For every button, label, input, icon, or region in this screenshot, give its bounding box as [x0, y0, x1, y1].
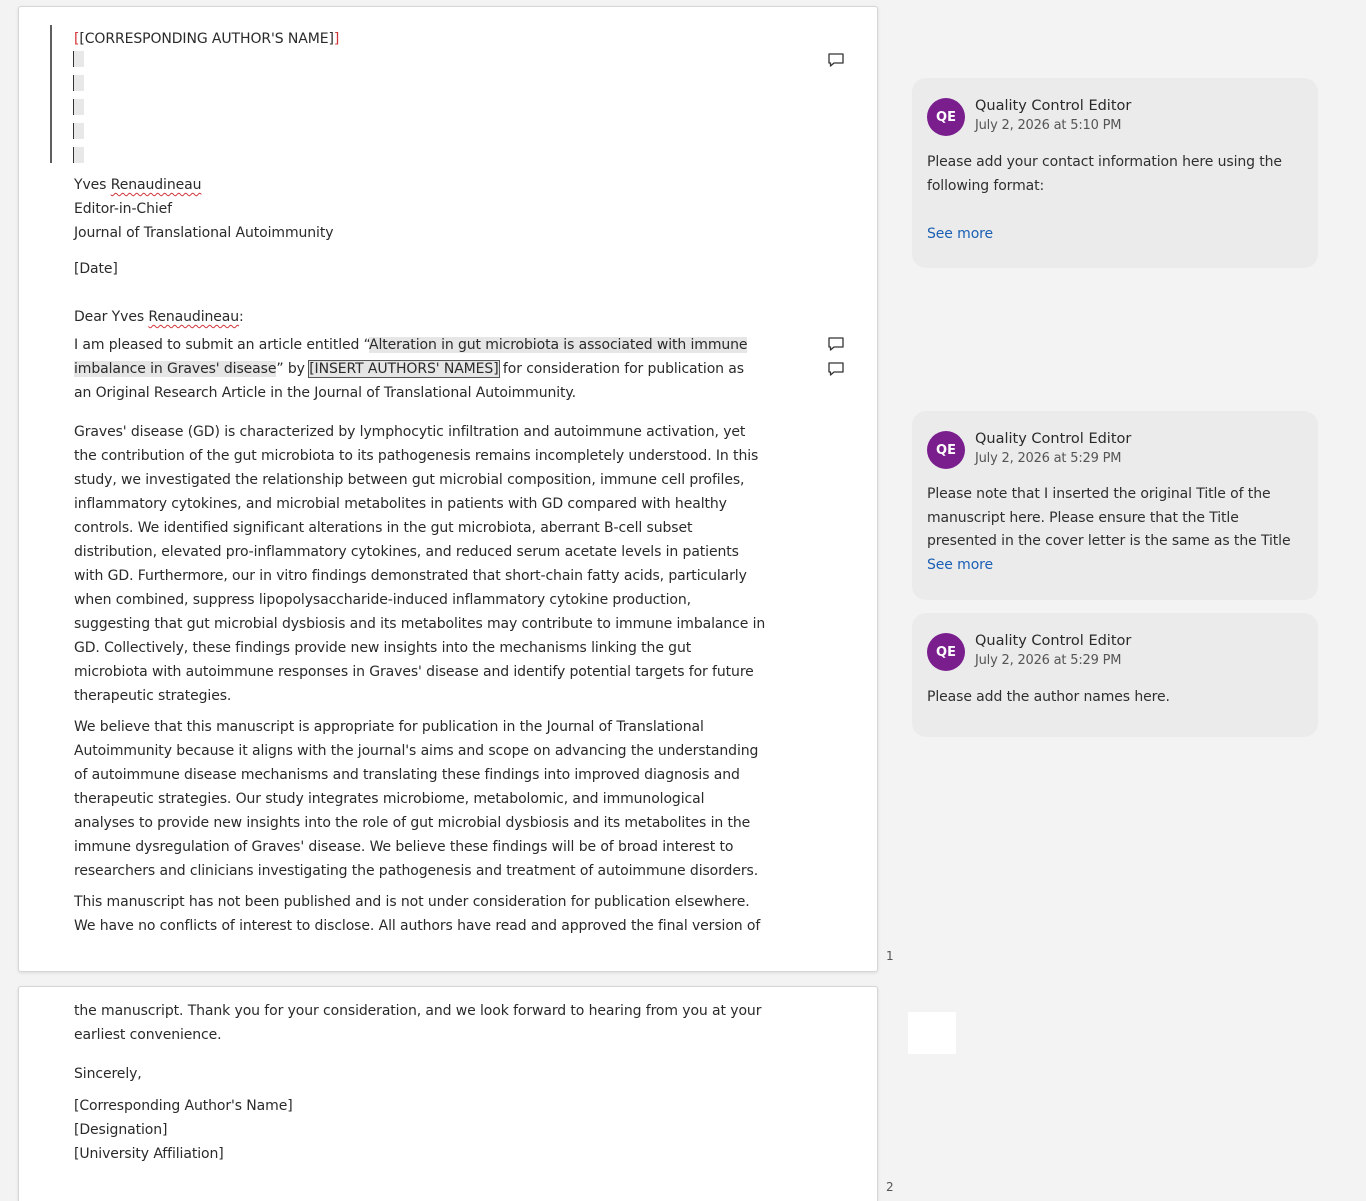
comment-body: [927, 483, 1302, 577]
salutation-prefix: Dear Yves: [74, 309, 145, 325]
intro-line2-tail: for consideration for publication as: [498, 361, 744, 377]
avatar: QE: [927, 633, 965, 671]
comment-timestamp: July 2, 2026 at 5:29 PM: [975, 451, 1122, 466]
summary-line: Graves' disease (GD) is characterized by lymphocytic infiltration and autoimmune activation, yet: [74, 424, 746, 440]
signature-affiliation-placeholder: [University Affiliation]: [74, 1146, 224, 1162]
recipient-journal: Journal of Translational Autoimmunity: [74, 225, 334, 241]
comment-icon[interactable]: [827, 361, 845, 377]
summary-line: distribution, elevated pro-inflammatory cytokines, and reduced serum acetate levels in patients: [74, 544, 739, 560]
comment-author: Quality Control Editor: [975, 98, 1132, 114]
comment-author: Quality Control Editor: [975, 633, 1132, 649]
manuscript-title-highlight-cont[interactable]: imbalance in Graves' disease: [74, 361, 277, 377]
continuation-line: earliest convenience.: [74, 1027, 222, 1043]
see-more-link[interactable]: See more: [927, 556, 994, 573]
fit-line: therapeutic strategies. Our study integrates microbiome, metabolomic, and immunological: [74, 791, 705, 807]
manuscript-title-highlight[interactable]: Alteration in gut microbiota is associated with immune: [369, 337, 748, 353]
comment-card[interactable]: [912, 78, 1318, 268]
declaration-paragraph[interactable]: [74, 890, 814, 938]
declaration-line: We have no conflicts of interest to disclose. All authors have read and approved the final version of: [74, 918, 761, 934]
comment-author: Quality Control Editor: [975, 431, 1132, 447]
fit-line: Autoimmunity because it aligns with the journal's aims and scope on advancing the understanding: [74, 743, 759, 759]
page-number-2: 2: [886, 1180, 894, 1194]
avatar: QE: [927, 431, 965, 469]
date-placeholder[interactable]: [Date]: [74, 261, 118, 277]
fit-line: immune dysregulation of Graves' disease. We believe these findings will be of broad interest to: [74, 839, 734, 855]
signature-block[interactable]: [74, 1094, 814, 1166]
author-name-placeholder-text: [CORRESPONDING AUTHOR'S NAME]: [79, 31, 334, 47]
author-name-placeholder[interactable]: [[CORRESPONDING AUTHOR'S NAME]]: [74, 31, 340, 47]
comment-icon[interactable]: [827, 336, 845, 352]
empty-contact-lines[interactable]: [73, 51, 87, 163]
summary-line: inflammatory cytokines, and microbial metabolites in patients with GD compared with healthy: [74, 496, 727, 512]
comment-body-line: Please add the author names here.: [927, 689, 1170, 705]
recipient-title: Editor-in-Chief: [74, 201, 172, 217]
summary-line: with GD. Furthermore, our in vitro findings demonstrated that short-chain fatty acids, particularly: [74, 568, 747, 584]
comment-card[interactable]: [912, 613, 1318, 737]
closing[interactable]: Sincerely,: [74, 1066, 142, 1082]
author-names-placeholder[interactable]: [INSERT AUTHORS' NAMES]: [309, 361, 499, 377]
intro-by-text: ” by: [276, 361, 310, 377]
comment-body-line: following format:: [927, 178, 1045, 194]
intro-line3: an Original Research Article in the Journal of Translational Autoimmunity.: [74, 385, 576, 401]
intro-line1-text: I am pleased to submit an article entitled “: [74, 337, 369, 353]
fit-line: analyses to provide new insights into the role of gut microbial dysbiosis and its metabolites in the: [74, 815, 751, 831]
comment-timestamp: July 2, 2026 at 5:29 PM: [975, 653, 1122, 668]
summary-line: when combined, suppress lipopolysaccharide-induced inflammatory cytokine production,: [74, 592, 691, 608]
recipient-last-name[interactable]: Renaudineau: [110, 177, 202, 193]
comment-timestamp: July 2, 2026 at 5:10 PM: [975, 118, 1122, 133]
blank-panel: [908, 1012, 956, 1054]
document-page-1[interactable]: [18, 6, 878, 972]
declaration-line: This manuscript has not been published and is not under consideration for publication elsewhere.: [74, 894, 750, 910]
comment-icon[interactable]: [827, 52, 845, 68]
comment-body-line: Please note that I inserted the original Title of the: [927, 486, 1271, 502]
continuation-line: the manuscript. Thank you for your consideration, and we look forward to hearing from you at your: [74, 1003, 762, 1019]
summary-line: study, we investigated the relationship between gut microbial composition, immune cell profiles,: [74, 472, 745, 488]
document-page-2[interactable]: [18, 986, 878, 1201]
summary-line: microbiota with autoimmune responses in Graves' disease and identify potential targets for future: [74, 664, 754, 680]
salutation: [74, 305, 814, 329]
tracked-change-bar: [50, 25, 52, 163]
signature-designation-placeholder: [Designation]: [74, 1122, 168, 1138]
summary-line: suggesting that gut microbial dysbiosis and its metabolites may contribute to immune imbalance in: [74, 616, 766, 632]
avatar: QE: [927, 98, 965, 136]
fit-line: researchers and clinicians investigating the pathogenesis and treatment of autoimmune disorders.: [74, 863, 759, 879]
fit-line: of autoimmune disease mechanisms and translating these findings into improved diagnosis and: [74, 767, 740, 783]
summary-line: the contribution of the gut microbiota to its pathogenesis remains incompletely understood. In this: [74, 448, 759, 464]
comment-body-line: Please add your contact information here using the: [927, 154, 1282, 170]
intro-paragraph[interactable]: [74, 333, 814, 405]
fit-paragraph[interactable]: [74, 715, 814, 883]
fit-line: We believe that this manuscript is appropriate for publication in the Journal of Translational: [74, 719, 704, 735]
see-more-link[interactable]: See more: [927, 226, 994, 242]
summary-line: controls. We identified significant alterations in the gut microbiota, aberrant B-cell subset: [74, 520, 693, 536]
signature-name-placeholder: [Corresponding Author's Name]: [74, 1098, 293, 1114]
salutation-surname[interactable]: Renaudineau: [148, 309, 240, 325]
summary-line: GD. Collectively, these findings provide new insights into the mechanisms linking the gut: [74, 640, 692, 656]
comment-body: [927, 685, 1302, 709]
recipient-block: [74, 173, 814, 245]
comment-body-line: manuscript here. Please ensure that the Title: [927, 509, 1239, 526]
page-number-1: 1: [886, 949, 894, 963]
continuation-paragraph[interactable]: [74, 999, 814, 1047]
salutation-suffix: :: [239, 309, 244, 325]
comment-body-line: presented in the cover letter is the same as the Title: [927, 533, 1291, 549]
summary-line: therapeutic strategies.: [74, 688, 232, 704]
summary-paragraph[interactable]: [74, 420, 814, 708]
comment-card[interactable]: [912, 411, 1318, 600]
comment-body: [927, 150, 1302, 246]
recipient-first-name: Yves: [74, 177, 107, 193]
